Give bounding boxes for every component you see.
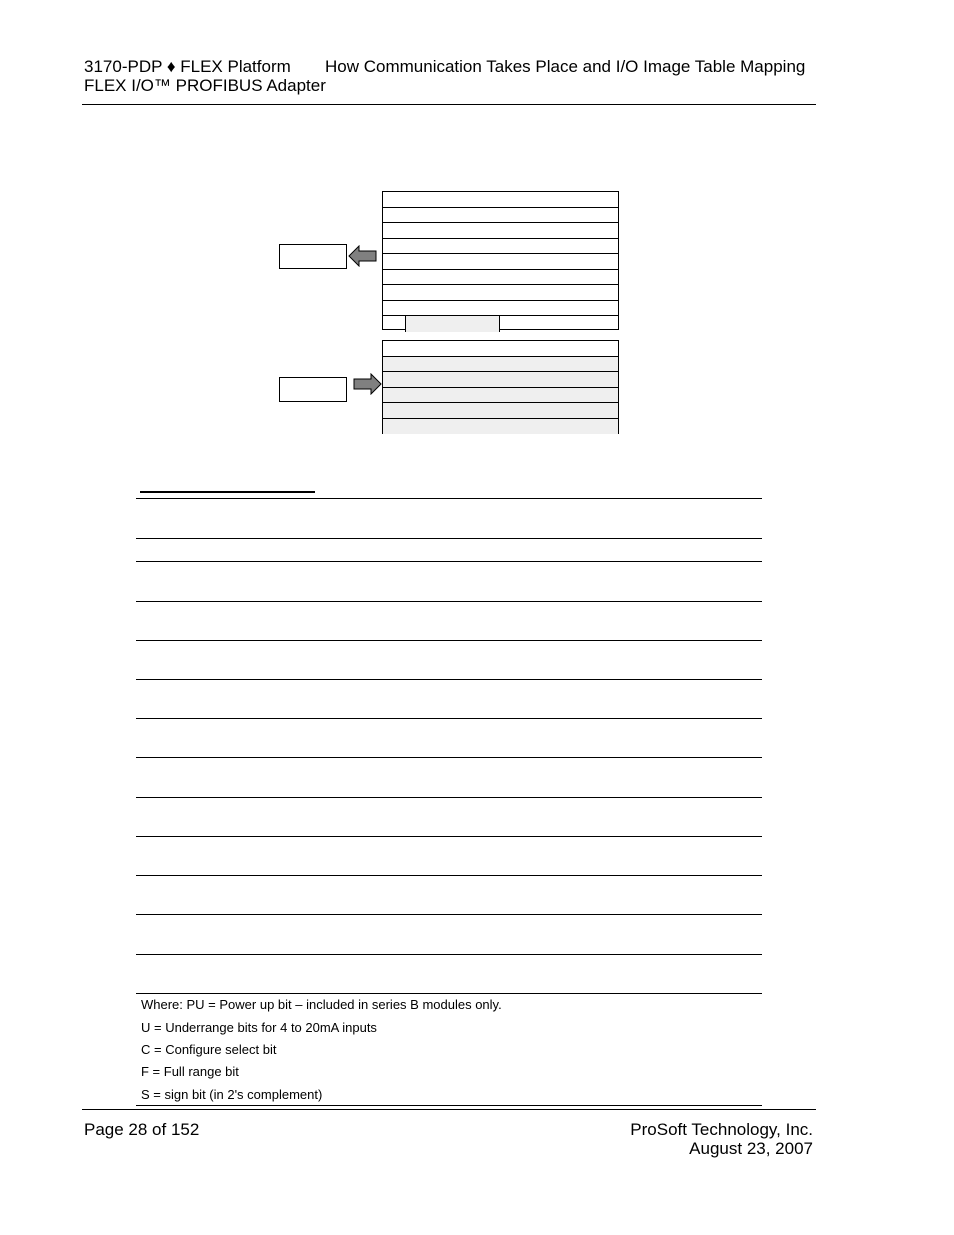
- read-word-row: [383, 285, 618, 301]
- write-word-row: [383, 403, 618, 419]
- note-configure-select: C = Configure select bit: [141, 1042, 277, 1057]
- footer-date: August 23, 2007: [689, 1139, 813, 1158]
- note-full-range: F = Full range bit: [141, 1064, 239, 1079]
- header-section-title: How Communication Takes Place and I/O Image Table Mapping: [325, 57, 806, 76]
- header-product: 3170-PDP ♦ FLEX Platform: [84, 57, 291, 76]
- read-word-row: [383, 223, 618, 239]
- note-power-up: Where: PU = Power up bit – included in series B modules only.: [141, 997, 502, 1012]
- read-module-box: [279, 244, 347, 269]
- arrow-right-icon: [352, 373, 382, 395]
- arrow-left-icon: [348, 245, 378, 267]
- table-rule: [136, 718, 762, 719]
- status-unused-cell: [406, 316, 500, 332]
- status-bit-cell: [383, 316, 406, 332]
- read-word-row: [383, 208, 618, 224]
- read-word-row: [383, 301, 618, 317]
- table-rule: [136, 757, 762, 758]
- table-rule: [136, 538, 762, 539]
- write-word-row: [383, 372, 618, 388]
- read-word-row: [383, 239, 618, 255]
- table-rule: [136, 875, 762, 876]
- table-rule: [136, 993, 762, 994]
- write-word-row: [383, 357, 618, 373]
- table-rule: [136, 797, 762, 798]
- read-word-row: [383, 270, 618, 286]
- table-rule: [136, 954, 762, 955]
- note-underrange: U = Underrange bits for 4 to 20mA inputs: [141, 1020, 377, 1035]
- page-number: Page 28 of 152: [84, 1120, 200, 1139]
- table-rule: [136, 601, 762, 602]
- write-word-row: [383, 388, 618, 404]
- table-rule: [136, 914, 762, 915]
- table-bottom-rule: [136, 1105, 762, 1106]
- table-rule: [136, 836, 762, 837]
- write-words-block: [382, 340, 619, 434]
- header-subtitle: FLEX I/O™ PROFIBUS Adapter: [84, 76, 326, 95]
- table-caption-underline: [140, 491, 315, 493]
- footer-company: ProSoft Technology, Inc.: [630, 1120, 813, 1139]
- table-rule: [136, 561, 762, 562]
- write-module-box: [279, 377, 347, 402]
- table-rule: [136, 498, 762, 499]
- write-word-row: [383, 341, 618, 357]
- read-status-row: [383, 316, 618, 332]
- note-sign-bit: S = sign bit (in 2's complement): [141, 1087, 323, 1102]
- read-words-block: [382, 191, 619, 330]
- read-word-row: [383, 192, 618, 208]
- footer-rule: [82, 1109, 816, 1110]
- table-rule: [136, 640, 762, 641]
- write-word-row: [383, 419, 618, 435]
- read-word-row: [383, 254, 618, 270]
- header-rule: [82, 104, 816, 105]
- table-rule: [136, 679, 762, 680]
